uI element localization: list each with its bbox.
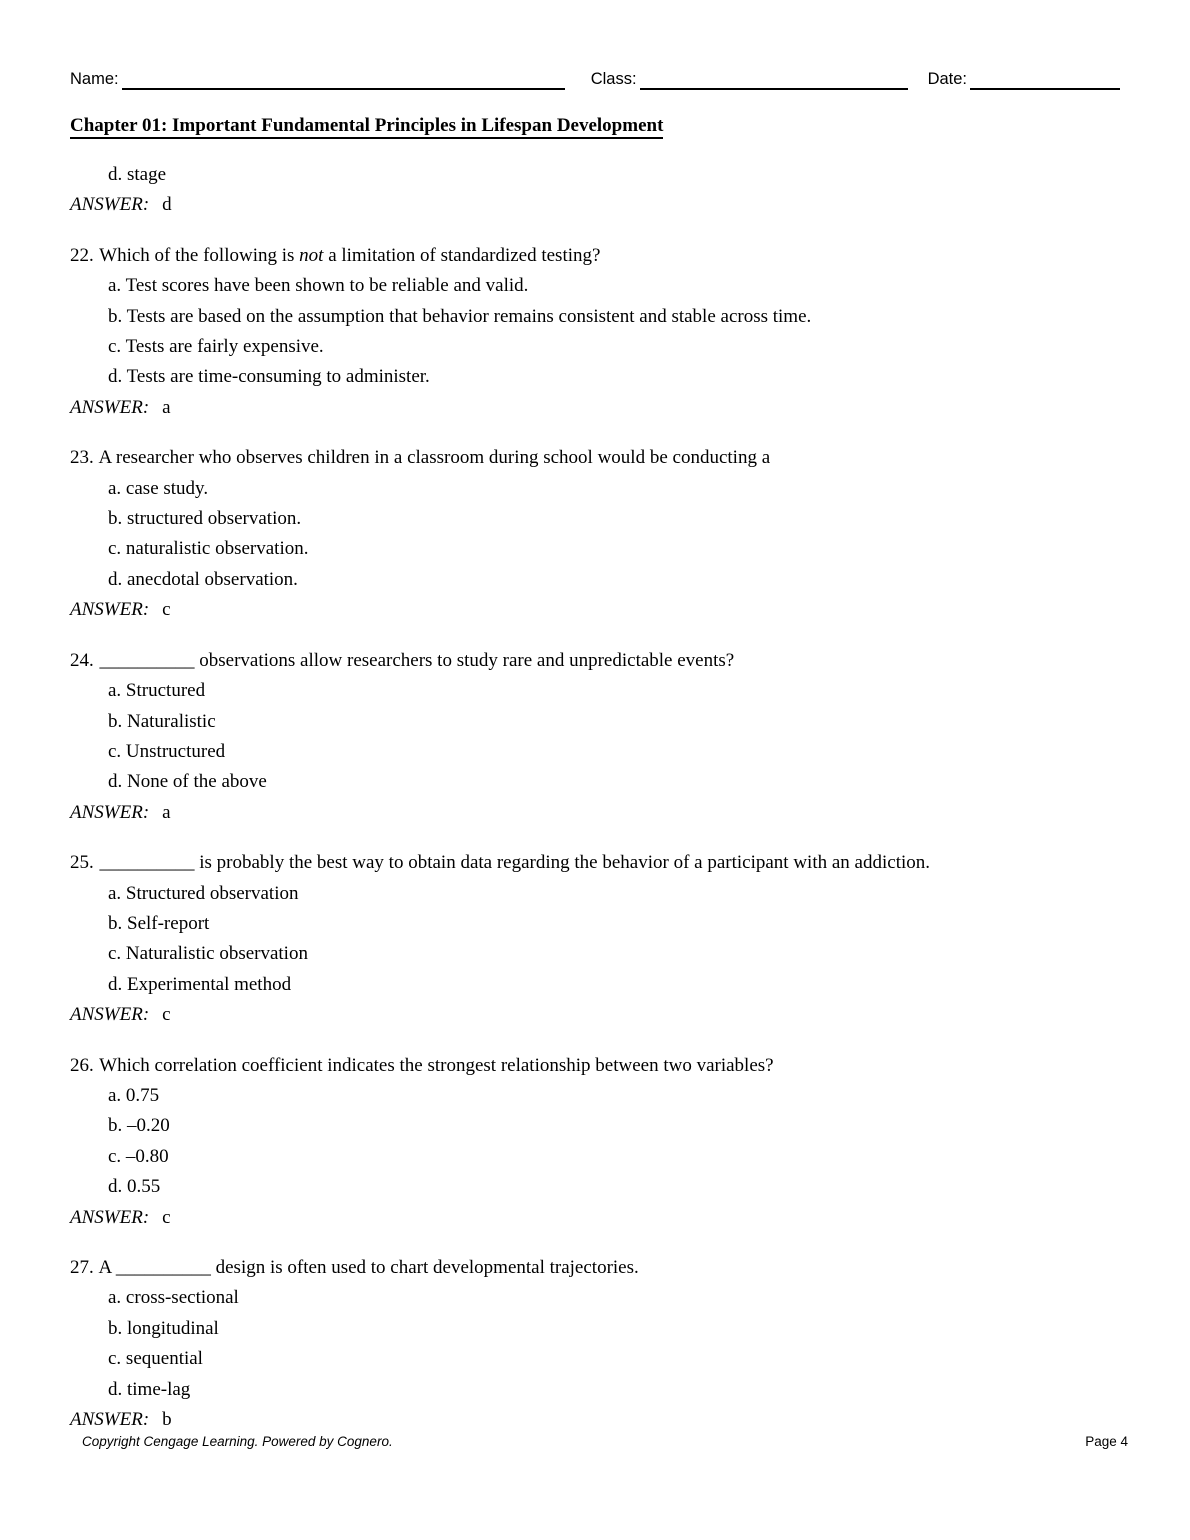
- option: c. Naturalistic observation: [108, 943, 308, 965]
- answer-label: ANSWER:: [70, 194, 150, 216]
- document-header: [0, 0, 1190, 89]
- options-list: [70, 474, 1120, 596]
- question-text-pre: A __________ design is often used to chart developmental trajectories.: [94, 1257, 639, 1278]
- class-label: Class:: [590, 70, 637, 88]
- option: d. time-lag: [108, 1378, 191, 1400]
- option: b. –0.20: [108, 1115, 170, 1137]
- option: c. Tests are fairly expensive.: [108, 336, 324, 358]
- option: b. Tests are based on the assumption that behavior remains consistent and stable across time.: [108, 305, 812, 327]
- question-number: 24.: [70, 649, 94, 671]
- option: d. anecdotal observation.: [108, 568, 298, 590]
- option: d. Tests are time-consuming to administer.: [108, 366, 430, 388]
- answer-label: ANSWER:: [70, 599, 150, 621]
- question-block: [70, 1253, 1120, 1435]
- answer-value: c: [162, 1206, 171, 1228]
- option: a. 0.75: [108, 1084, 160, 1106]
- question-text-post: a limitation of standardized testing?: [323, 244, 601, 266]
- document-content: [70, 160, 1120, 1435]
- options-list: [70, 879, 1120, 1001]
- question-text-pre: __________ observations allow researchers to study rare and unpredictable events?: [94, 649, 735, 671]
- answer-value: a: [162, 396, 171, 418]
- option: c. naturalistic observation.: [108, 538, 309, 560]
- option: a. case study.: [108, 477, 209, 499]
- option: d. Experimental method: [108, 973, 292, 995]
- question-text-pre: A researcher who observes children in a classroom during school would be conducting a: [94, 447, 771, 469]
- option: a. Structured observation: [108, 882, 299, 904]
- option: d. 0.55: [108, 1176, 161, 1198]
- options-list: [70, 676, 1120, 798]
- option: c. sequential: [108, 1348, 203, 1370]
- name-label: Name:: [70, 70, 119, 88]
- copyright-text: Copyright Cengage Learning. Powered by Cognero.: [82, 1434, 393, 1449]
- answer-line: [70, 798, 1120, 828]
- answer-value: a: [162, 801, 171, 823]
- question-block: [70, 443, 1120, 625]
- answer-line: [70, 1405, 1120, 1435]
- option: b. Naturalistic: [108, 710, 216, 732]
- options-list: [70, 271, 1120, 393]
- option: b. longitudinal: [108, 1317, 219, 1339]
- name-blank-line: [122, 88, 565, 90]
- question-text-pre: Which correlation coefficient indicates the strongest relationship between two variables?: [94, 1054, 774, 1076]
- question-text-pre: __________ is probably the best way to obtain data regarding the behavior of a participant with an addiction.: [94, 852, 930, 874]
- answer-line: [70, 1000, 1120, 1030]
- page-footer: [82, 1434, 1128, 1449]
- question-number: 23.: [70, 447, 94, 469]
- question-text-pre: Which of the following is: [94, 244, 300, 266]
- option: d. stage: [108, 164, 167, 185]
- options-list: [70, 1081, 1120, 1203]
- option: a. Test scores have been shown to be reliable and valid.: [108, 275, 529, 297]
- answer-line: [70, 595, 1120, 625]
- date-blank-line: [970, 88, 1120, 90]
- option: a. cross-sectional: [108, 1287, 239, 1309]
- option: a. Structured: [108, 680, 206, 702]
- chapter-title: [70, 115, 1120, 137]
- answer-value: d: [162, 194, 172, 216]
- question-line: [70, 646, 1120, 676]
- answer-line: [70, 393, 1120, 423]
- question-number: 27.: [70, 1257, 94, 1278]
- class-blank-line: [640, 88, 908, 90]
- option: c. –0.80: [108, 1145, 169, 1167]
- chapter-title-text: Chapter 01: Important Fundamental Principles in Lifespan Development: [70, 115, 663, 139]
- question-line: [70, 1051, 1120, 1081]
- page-number: Page 4: [1085, 1434, 1128, 1449]
- option: c. Unstructured: [108, 740, 226, 762]
- question-block: [70, 848, 1120, 1030]
- questions-container: [70, 241, 1120, 1436]
- question-number: 26.: [70, 1054, 94, 1076]
- answer-value: b: [162, 1409, 172, 1431]
- question-line: [70, 1253, 1120, 1283]
- question-line: [70, 443, 1120, 473]
- question-line: [70, 848, 1120, 878]
- answer-line: [70, 190, 1120, 220]
- date-label: Date:: [927, 70, 967, 88]
- question-block: [70, 646, 1120, 828]
- carryover-question-fragment: [70, 160, 1120, 221]
- question-block: [70, 1051, 1120, 1233]
- answer-value: c: [162, 1004, 171, 1026]
- answer-label: ANSWER:: [70, 1004, 150, 1026]
- answer-label: ANSWER:: [70, 801, 150, 823]
- option: d. None of the above: [108, 771, 267, 793]
- answer-label: ANSWER:: [70, 396, 150, 418]
- question-line: [70, 241, 1120, 271]
- answer-label: ANSWER:: [70, 1409, 150, 1431]
- question-number: 25.: [70, 852, 94, 874]
- answer-value: c: [162, 599, 171, 621]
- answer-line: [70, 1203, 1120, 1233]
- question-number: 22.: [70, 244, 94, 266]
- question-text-italic: not: [299, 244, 324, 266]
- option: b. Self-report: [108, 912, 210, 934]
- question-block: [70, 241, 1120, 423]
- options-list: [70, 1283, 1120, 1405]
- answer-label: ANSWER:: [70, 1206, 150, 1228]
- option: b. structured observation.: [108, 508, 302, 530]
